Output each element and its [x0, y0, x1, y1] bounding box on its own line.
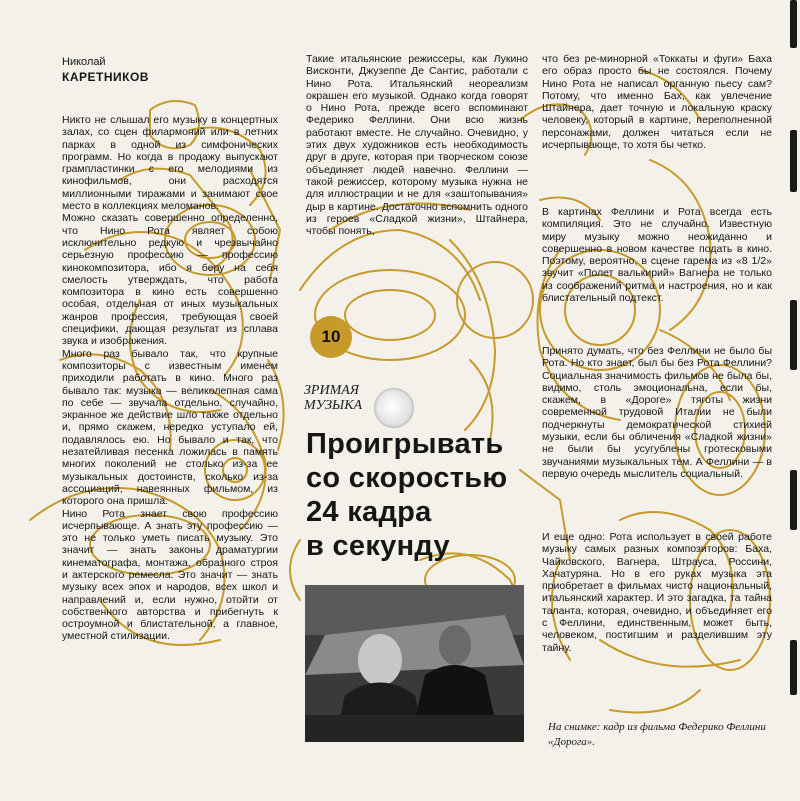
- article-column-2: Такие итальянские режиссеры, как Лукино Висконти, Джузеппе Де Сантис, работали с Нино Рота. Итальянский неореализм окрашен его музыкой. Однако когда говорят о Нино Рота, прежде всего вспоминают Федерико Феллини. Они всю жизнь работают вместе. Не случайно. Очевидно, у этих двух художников есть необходимость друг в друге, которая при творческом союзе объединяет людей навечно. Феллини — такой режиссер, которому музыка нужна не для иллюстрации и не для «заштопывания» дыр в картине. Достаточно вспомнить одного из героев «Сладкой жизни», Штайнера, чтобы понять,: [306, 53, 528, 238]
- record-hole-decoration: [374, 388, 414, 428]
- issue-number-badge: 10: [310, 316, 352, 358]
- page-edge-tab: [790, 300, 797, 370]
- page-edge-tab: [790, 640, 797, 695]
- film-still-photo: [305, 585, 524, 742]
- author-last-name: КАРЕТНИКОВ: [62, 70, 149, 84]
- photo-caption: На снимке: кадр из фильма Федерико Феллини «Дорога».: [548, 721, 766, 748]
- article-column-3-part-4: И еще одно: Рота использует в своей работе музыку самых разных композиторов: Баха, Чайковского, Вагнера, Штрауса, Россини, Хачатуряна. Но в его руках музыка эта приобретает в фильмах чисто национальный, итальянский характер. И это загадка, та тайна таланта, которая, очевидно, и объединяет его с Феллини, единственным, может быть, человеком, постигшим и разделившим эту тайну.: [542, 531, 772, 654]
- section-rubric: ЗРИМАЯ МУЗЫКА: [304, 383, 363, 413]
- page-edge-tab: [790, 0, 797, 48]
- article-column-3-part-3: Принято думать, что без Феллини не было бы Рота. Но кто знает, был бы без Рота Феллини? Социальная значимость фильмов не была бы, видимо, столь эмоциональна, если бы, скажем, в «Дороге» тяготы жизни современной трудовой Италии не были подчеркнуты демократической стихией музыки, если бы обличения «Сладкой жизни» не были бы усугублены гротесковыми звучаниями музыкальных тем. А Феллини — в первую очередь мыслитель социальный.: [542, 345, 772, 480]
- article-headline: Проигрывать со скоростью 24 кадра в секунду: [306, 428, 508, 562]
- page-edge-tab: [790, 470, 797, 530]
- article-column-3-part-1: что без ре-минорной «Токкаты и фуги» Баха его образ просто бы не состоялся. Почему Нино Рота не написал органную пьесу сам? Потому, что именно Бах, как увлечение Штайнера, дает точную и локальную краску человеку, который в картине, переполненной персонажами, должен читаться если не исчерпывающе, то хотя бы четко.: [542, 53, 772, 152]
- article-column-3-part-2: В картинах Феллини и Рота всегда есть компиляция. Это не случайно. Известную миру музыку можно неожиданно и совершенно в новом качестве подать в кино. Поэтому, вероятно, в сцене гарема из «8 1/2» звучит «Полет валькирий» Вагнера не только из соображений ритма и настроения, но и как блистательный подтекст.: [542, 206, 772, 305]
- author-first-name: Николай: [62, 56, 106, 68]
- article-column-1: Никто не слышал его музыку в концертных залах, со сцен филармоний или в летних парках в одной из симфонических программ. Но когда в продажу выпускают грампластинки с его мелодиями из кинофильмов, они расходятся миллионными тиражами и занимают свое место в коллекциях меломанов. Можно сказать совершенно определенно, что Нино Рота являет собою исключительно редкую и чрезвычайно серьезную профессию — профессию кинокомпозитора, ибо я беру на себя смелость утверждать, что работа композитора в кино есть совершенно особая, отдельная от иных музыкальных жанров профессия, требующая своей специфики, дающая результат из сплава звука и изображения. Много раз бывало так, что крупные композиторы с известным именем приходили работать в кино. Много раз бывало так: музыка — великолепная сама по себе — звучала отдельно, случайно, экранное же действие шло также отдельно и, прямо скажем, нередко уступало ей, подавлялось ею. Но бывало и так, что незатейливая песенка ложилась в память многих поколений не столько из-за ее музыкальных достоинств, сколько из-за ассоциаций, навеянных фильмом, из которого она пришла. Нино Рота знает свою профессию исчерпывающе. А знать эту профессию — это не только уметь писать музыку. Это значит — знать законы драматургии кинематографа, монтажа, образного строя и актерского ремесла. Это значит — знать музыку всех эпох и народов, всех школ и направлений и, если нужно, отойти от собственного авторства и прибегнуть к остроумной и блистательной, а главное, уместной стилизации.: [62, 114, 278, 643]
- page-edge-tab: [790, 130, 797, 192]
- film-still-image: [305, 585, 524, 742]
